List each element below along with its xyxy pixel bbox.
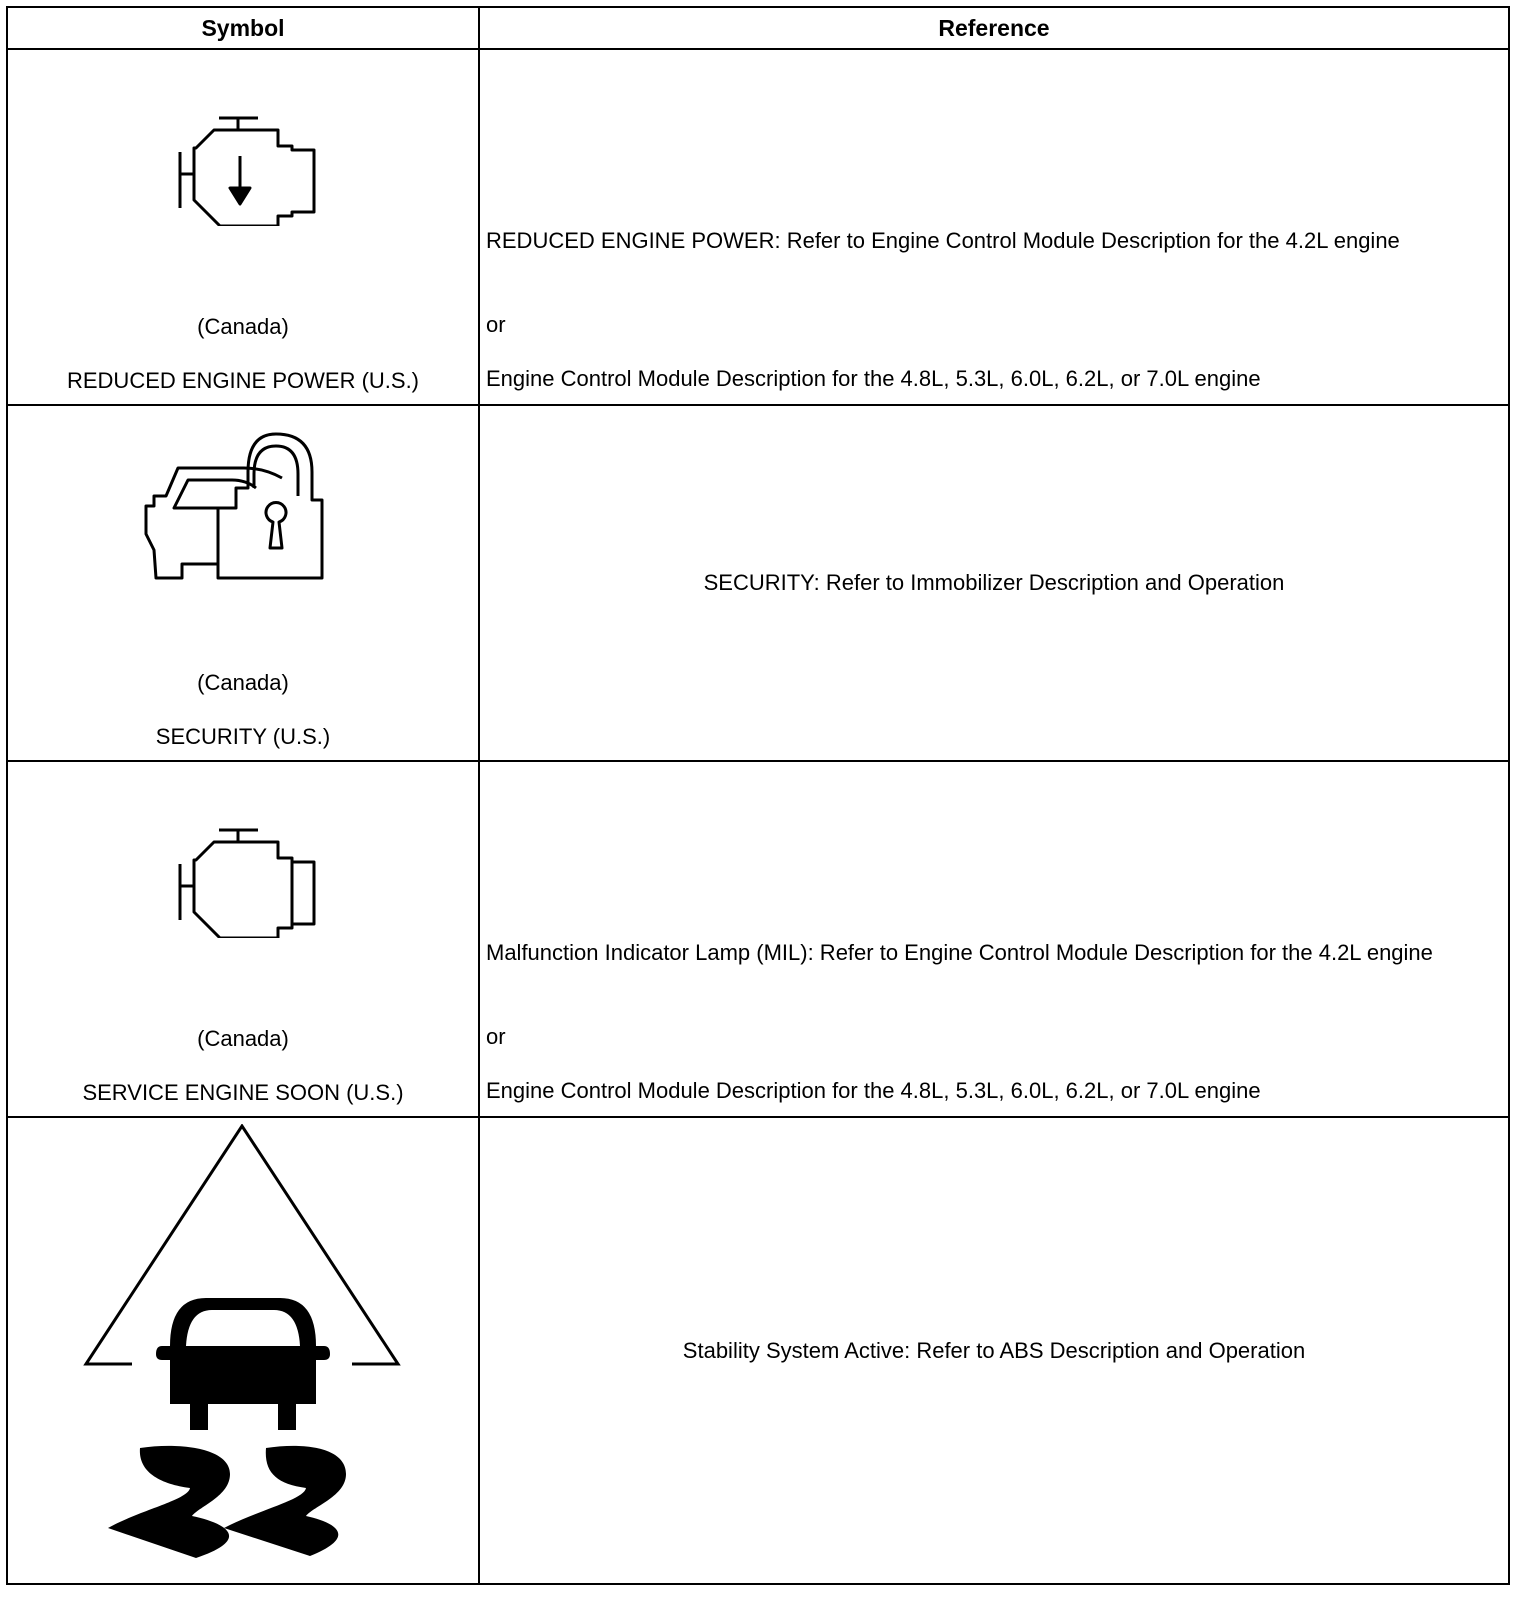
header-reference: Reference: [479, 7, 1509, 49]
stability-system-icon: [80, 1124, 410, 1574]
header-row: [7, 7, 1509, 49]
symbol-cell: [7, 1117, 479, 1584]
us-label: SECURITY (U.S.): [155, 724, 331, 749]
table-row: [7, 1117, 1509, 1584]
region-label: (Canada): [197, 670, 289, 695]
engine-check-icon: [166, 828, 326, 938]
reference-text: Malfunction Indicator Lamp (MIL): Refer to Engine Control Module Description for the 4.2L engine: [486, 940, 1433, 965]
region-label: (Canada): [197, 314, 289, 339]
reference-cell: [479, 761, 1509, 1117]
us-label: REDUCED ENGINE POWER (U.S.): [66, 368, 420, 393]
reference-text-alt: Engine Control Module Description for the 4.8L, 5.3L, 6.0L, 6.2L, or 7.0L engine: [486, 366, 1261, 391]
reference-text-alt: Engine Control Module Description for the 4.8L, 5.3L, 6.0L, 6.2L, or 7.0L engine: [486, 1078, 1261, 1103]
reference-cell: [479, 1117, 1509, 1584]
reference-cell: [479, 49, 1509, 405]
table-row: [7, 405, 1509, 761]
header-symbol: Symbol: [7, 7, 479, 49]
symbol-reference-table: [6, 6, 1510, 1585]
region-label: (Canada): [197, 1026, 289, 1051]
symbol-cell: [7, 49, 479, 405]
symbol-cell: [7, 761, 479, 1117]
table-row: [7, 49, 1509, 405]
reference-or: or: [486, 1024, 506, 1049]
reference-text: Stability System Active: Refer to ABS Description and Operation: [682, 1338, 1306, 1363]
reference-text: REDUCED ENGINE POWER: Refer to Engine Control Module Description for the 4.2L engine: [486, 228, 1400, 253]
symbol-cell: [7, 405, 479, 761]
us-label: SERVICE ENGINE SOON (U.S.): [82, 1080, 404, 1105]
table-row: [7, 761, 1509, 1117]
reference-or: or: [486, 312, 506, 337]
reduced-engine-power-icon: [166, 116, 326, 226]
reference-cell: [479, 405, 1509, 761]
security-lock-car-icon: [136, 430, 346, 590]
reference-text: SECURITY: Refer to Immobilizer Description and Operation: [703, 570, 1285, 595]
